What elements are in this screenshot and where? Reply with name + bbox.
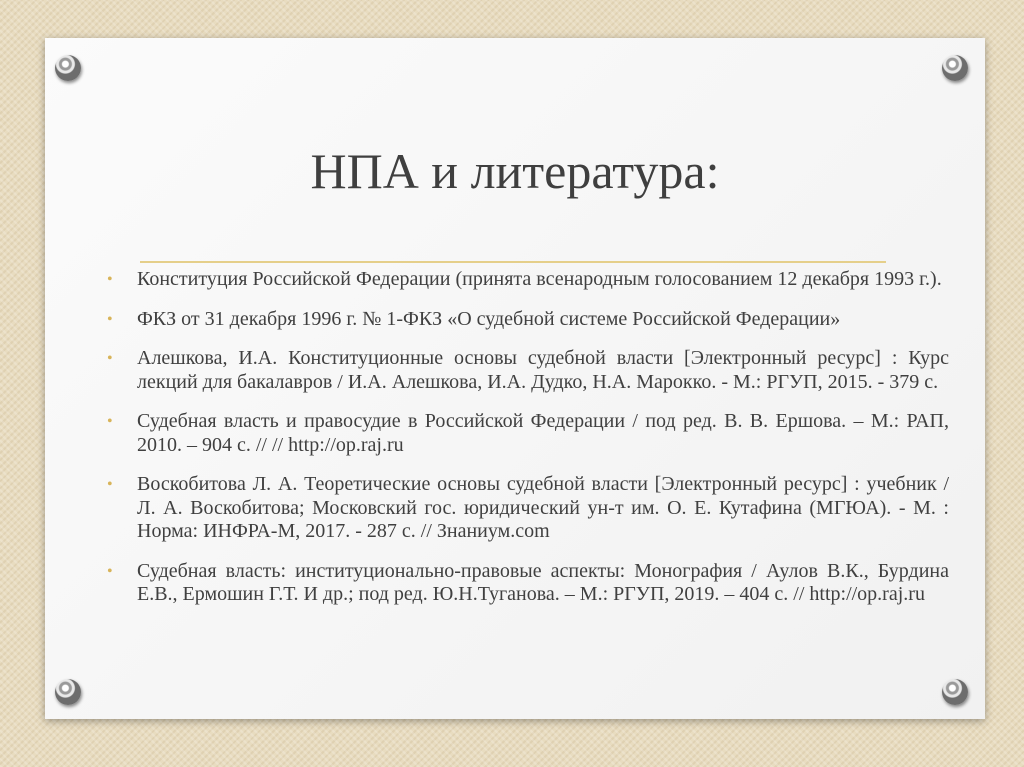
list-item [107,268,949,292]
list-item [107,560,949,607]
pin-icon [55,679,81,705]
pin-icon [942,55,968,81]
title-divider [140,261,886,263]
reference-list [107,268,949,623]
list-item [107,410,949,457]
item-text: Судебная власть и правосудие в Российской Федерации / под ред. В. В. Ершова. – М.: РАП, 2010. – 904 с. // // http://op.raj.ru [137,410,949,456]
item-text: Алешкова, И.А. Конституционные основы судебной власти [Электронный ресурс] : Курс лекций для бакалавров / И.А. Алешкова, И.А. Дудко, Н.А. Марокко. - М.: РГУП, 2015. - 379 с. [137,347,949,393]
pin-icon [55,55,81,81]
list-item [107,308,949,332]
bullet-icon: • [107,271,113,288]
bullet-icon: • [107,476,113,493]
list-item [107,473,949,544]
bullet-icon: • [107,413,113,430]
bullet-icon: • [107,350,113,367]
item-text: ФКЗ от 31 декабря 1996 г. № 1-ФКЗ «О судебной системе Российской Федерации» [137,307,841,330]
item-text: Судебная власть: институционально-правовые аспекты: Монография / Аулов В.К., Бурдина Е.В., Ермошин Г.Т. И др.; под ред. Ю.Н.Туганова. – М.: РГУП, 2019. – 404 с. // http://op.raj.ru [137,559,949,605]
item-text: Конституция Российской Федерации (принята всенародным голосованием 12 декабря 1993 г.). [137,268,942,290]
item-text: Воскобитова Л. А. Теоретические основы судебной власти [Электронный ресурс] : учебник / Л. А. Воскобитова; Московский гос. юридический ун-т им. О. Е. Кутафина (МГЮА). - М. : Норма: ИНФРА-М, 2017. - 287 с. // Знаниум.com [137,473,949,542]
slide-title: НПА и литература: [310,143,720,199]
bullet-icon: • [107,562,113,580]
pin-icon [942,679,968,705]
list-item [107,347,949,394]
bullet-icon: • [107,310,113,328]
